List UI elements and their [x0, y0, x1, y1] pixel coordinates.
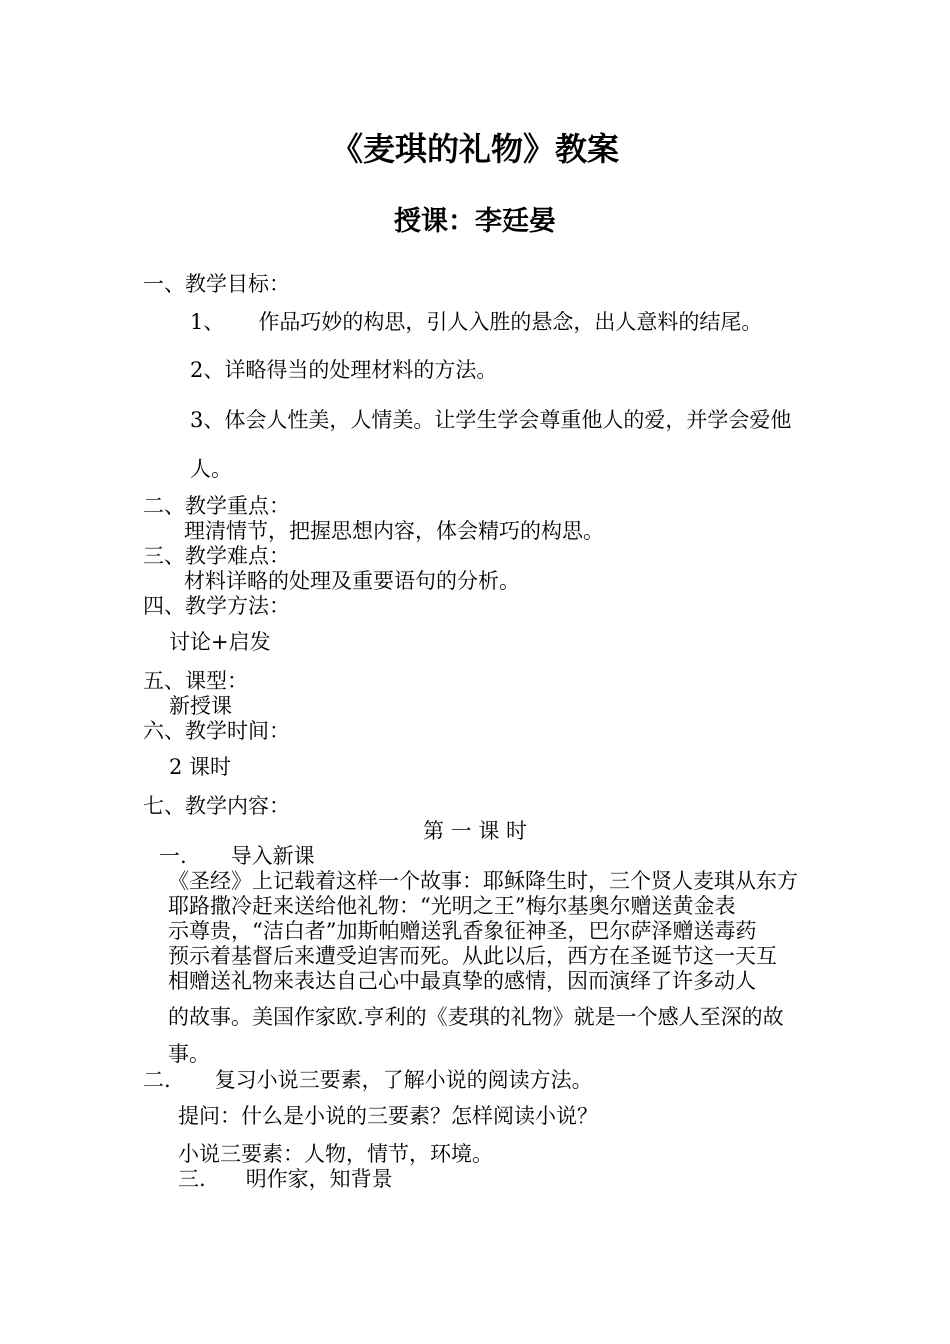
intro-line-4: 预示着基督后来遭受迫害而死。从此以后，西方在圣诞节这一天互	[168, 944, 777, 968]
part-1-title: 导入新课	[230, 844, 315, 868]
section-heading-difficulties: 三、教学难点：	[143, 544, 290, 568]
part-2-title: 复习小说三要素，了解小说的阅读方法。	[214, 1068, 593, 1092]
lesson-heading: 第 一 课 时	[422, 819, 528, 843]
section-heading-methods: 四、教学方法：	[143, 594, 290, 618]
methods-text: 讨论+启发	[169, 630, 271, 654]
section-heading-objectives: 一、教学目标：	[143, 272, 290, 296]
intro-line-7: 事。	[168, 1042, 210, 1066]
intro-line-3: 示尊贵，“洁白者”加斯帕赠送乳香象征神圣，巴尔萨泽赠送毒药	[168, 919, 757, 943]
part-3-number: 三.	[178, 1167, 206, 1191]
part-1-number: 一.	[159, 844, 187, 868]
section-heading-lesson-type: 五、课型：	[143, 669, 248, 693]
lesson-type-text: 新授课	[169, 694, 232, 718]
part-2-question: 提问：什么是小说的三要素？怎样阅读小说？	[178, 1104, 598, 1128]
document-title: 《麦琪的礼物》教案	[330, 130, 619, 168]
section-heading-key-points: 二、教学重点：	[143, 494, 290, 518]
intro-line-6: 的故事。美国作家欧.亨利的《麦琪的礼物》就是一个感人至深的故	[168, 1005, 784, 1029]
time-text: 2 课时	[169, 755, 232, 779]
objective-item-3-line2: 人。	[190, 457, 232, 481]
part-1-heading	[159, 844, 315, 868]
document-subtitle: 授课：李廷晏	[394, 206, 556, 237]
objective-item-1-text: 作品巧妙的构思，引人入胜的悬念，出人意料的结尾。	[258, 310, 763, 334]
part-2-heading	[143, 1068, 593, 1092]
objective-item-1	[190, 310, 762, 334]
objective-item-2: 2、详略得当的处理材料的方法。	[190, 358, 498, 382]
section-heading-time: 六、教学时间：	[143, 719, 290, 743]
part-3-heading	[178, 1167, 393, 1191]
intro-line-5: 相赠送礼物来表达自己心中最真挚的感情，因而演绎了许多动人	[168, 969, 756, 993]
part-2-number: 二.	[143, 1068, 171, 1092]
objective-item-3-line1: 3、体会人性美，人情美。让学生学会尊重他人的爱，并学会爱他	[190, 408, 792, 432]
intro-line-1: 《圣经》上记载着这样一个故事：耶稣降生时，三个贤人麦琪从东方	[168, 869, 798, 893]
objective-item-1-number: 1、	[190, 310, 225, 334]
key-points-text: 理清情节，把握思想内容，体会精巧的构思。	[184, 519, 604, 543]
part-2-answer: 小说三要素：人物，情节，环境。	[178, 1142, 493, 1166]
section-heading-content: 七、教学内容：	[143, 794, 290, 818]
part-3-title: 明作家，知背景	[245, 1167, 393, 1191]
intro-line-2: 耶路撒冷赶来送给他礼物：“光明之王”梅尔基奥尔赠送黄金表	[168, 894, 736, 918]
difficulties-text: 材料详略的处理及重要语句的分析。	[184, 569, 520, 593]
